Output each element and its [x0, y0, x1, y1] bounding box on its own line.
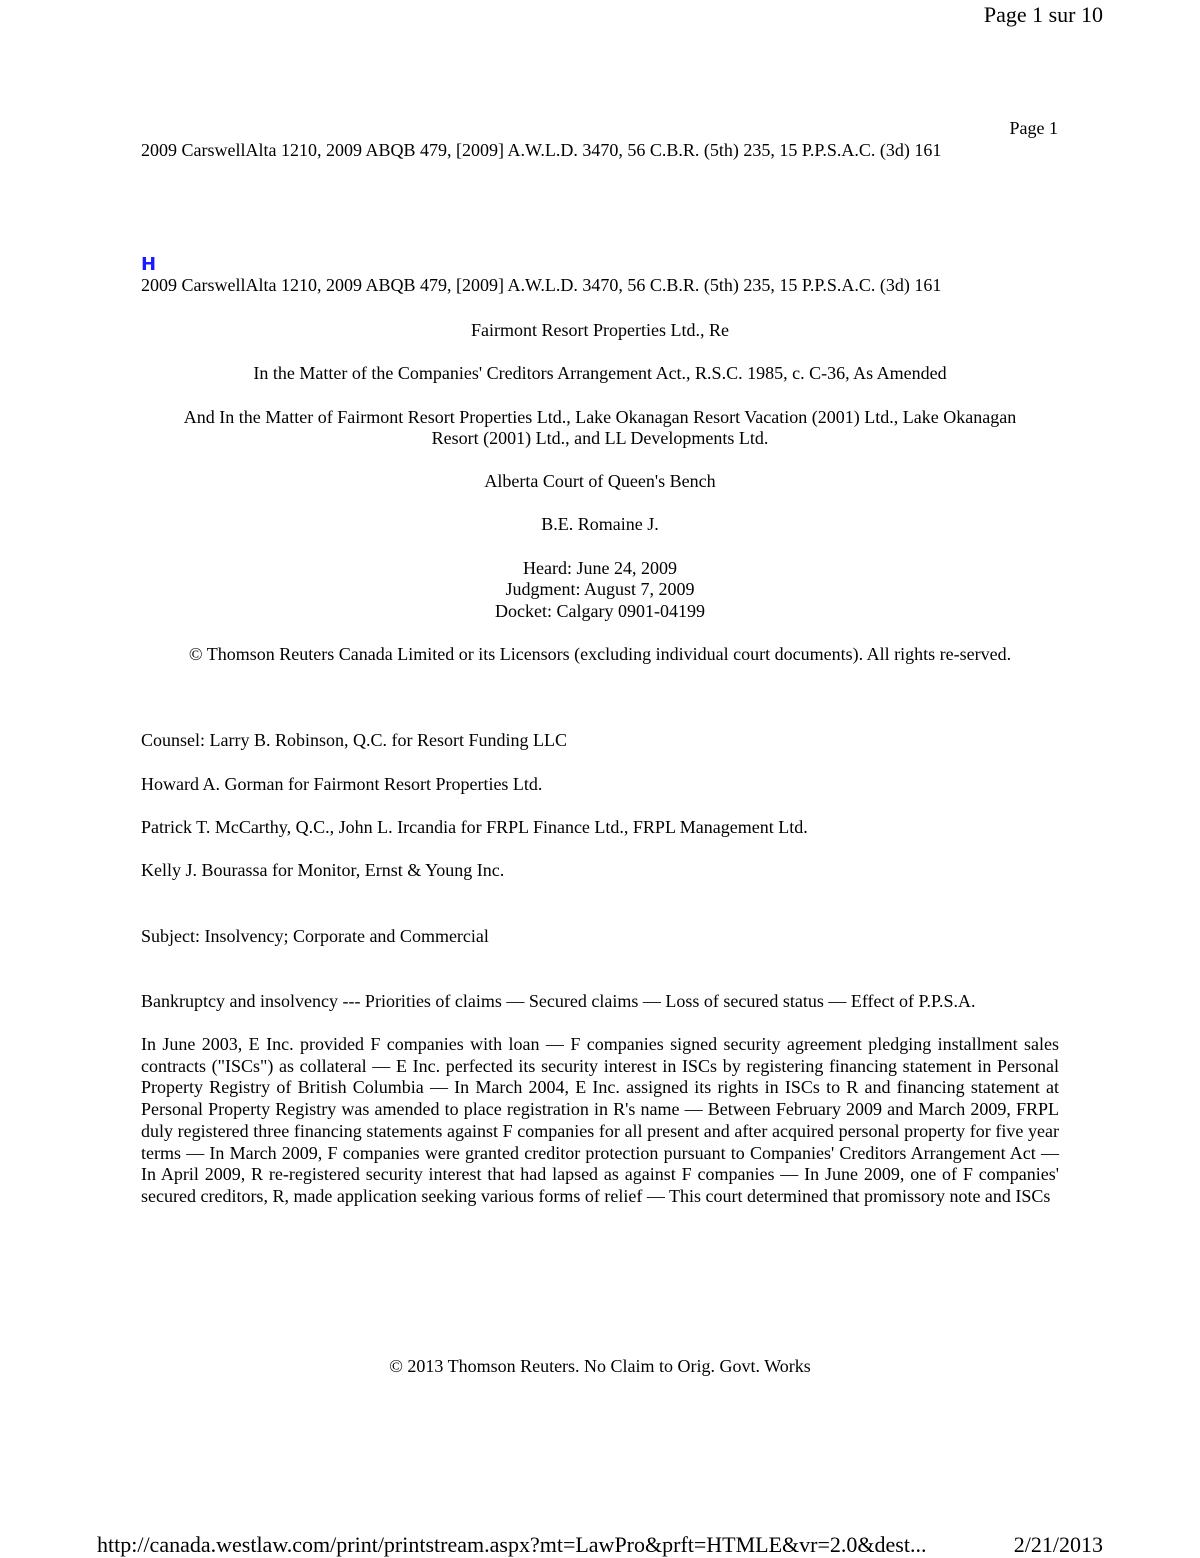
- docket-number: Docket: Calgary 0901-04199: [495, 601, 705, 621]
- matter-line-2: And In the Matter of Fairmont Resort Properties Ltd., Lake Okanagan Resort Vacation (2001) Ltd., Lake Okanagan Resort (2001) Ltd., and LL Developments Ltd.: [183, 407, 1017, 448]
- case-citation: 2009 CarswellAlta 1210, 2009 ABQB 479, [2009] A.W.L.D. 3470, 56 C.B.R. (5th) 235, 15 P.P.S.A.C. (3d) 161: [141, 275, 942, 295]
- browser-page-counter: Page 1 sur 10: [983, 2, 1103, 27]
- copyright-notice: © Thomson Reuters Canada Limited or its Licensors (excluding individual court documents). All rights re-served.: [188, 644, 1012, 664]
- footer-copyright: © 2013 Thomson Reuters. No Claim to Orig. Govt. Works: [389, 1356, 811, 1376]
- keycite-flag-icon[interactable]: H: [141, 254, 157, 275]
- counsel-line: Howard A. Gorman for Fairmont Resort Properties Ltd.: [141, 774, 543, 794]
- footer-date: 2/21/2013: [1013, 1532, 1103, 1557]
- classification-line: Bankruptcy and insolvency --- Priorities of claims — Secured claims — Loss of secured status — Effect of P.P.S.A.: [141, 991, 976, 1011]
- page-label: Page 1: [1009, 118, 1058, 138]
- counsel-line: Kelly J. Bourassa for Monitor, Ernst & Young Inc.: [141, 860, 505, 880]
- judge-name: B.E. Romaine J.: [541, 514, 659, 534]
- footer-url: http://canada.westlaw.com/print/printstream.aspx?mt=LawPro&prft=HTMLE&vr=2.0&dest...: [97, 1532, 927, 1557]
- court-name: Alberta Court of Queen's Bench: [484, 471, 716, 491]
- counsel-line: Patrick T. McCarthy, Q.C., John L. Ircandia for FRPL Finance Ltd., FRPL Management Ltd.: [141, 817, 808, 837]
- heard-date: Heard: June 24, 2009: [523, 558, 677, 578]
- case-style: Fairmont Resort Properties Ltd., Re: [471, 320, 729, 340]
- headnote-summary: In June 2003, E Inc. provided F companies with loan — F companies signed security agreement pledging installment sales contracts ("ISCs") as collateral — E Inc. perfected its security interest in ISCs by registering financing statement in Personal Property Registry of British Columbia — In March 2004, E Inc. assigned its rights in ISCs to R and financing statement at Personal Property Registry was amended to place registration in R's name — Between February 2009 and March 2009, FRPL duly registered three financing statements against F companies for all present and after acquired personal property for five year terms — In March 2009, F companies were granted creditor protection pursuant to Companies' Creditors Arrangement Act — In April 2009, R re-registered security interest that had lapsed as against F companies — In June 2009, one of F companies' secured creditors, R, made application seeking various forms of relief — This court determined that promissory note and ISCs: [141, 1034, 1059, 1206]
- header-citation: 2009 CarswellAlta 1210, 2009 ABQB 479, [2009] A.W.L.D. 3470, 56 C.B.R. (5th) 235, 15 P.P.S.A.C. (3d) 161: [141, 140, 942, 160]
- matter-line-1: In the Matter of the Companies' Creditors Arrangement Act., R.S.C. 1985, c. C-36, As Amended: [253, 363, 947, 383]
- subject-line: Subject: Insolvency; Corporate and Commercial: [141, 926, 489, 946]
- counsel-line: Counsel: Larry B. Robinson, Q.C. for Resort Funding LLC: [141, 730, 567, 750]
- judgment-date: Judgment: August 7, 2009: [505, 579, 695, 599]
